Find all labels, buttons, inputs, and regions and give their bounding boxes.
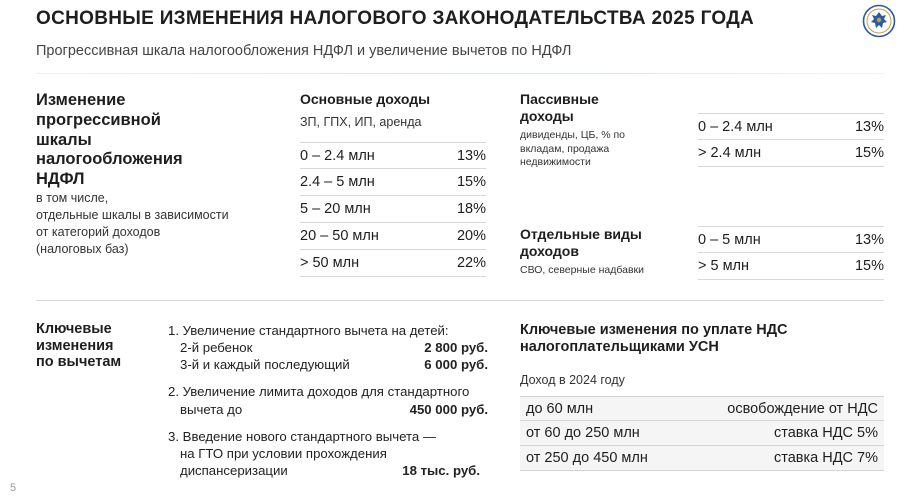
table-row: от 250 до 450 млн ставка НДС 7% — [520, 446, 884, 471]
main-income-table — [300, 142, 486, 277]
fns-emblem-icon — [862, 4, 896, 38]
list-item: вычета до 450 000 руб. — [180, 401, 488, 417]
table-row: 5 – 20 млн 18% — [300, 196, 486, 223]
list-item: 3-й и каждый последующий 6 000 руб. — [180, 357, 488, 373]
table-row: 0 – 2.4 млн 13% — [300, 142, 486, 169]
list-item: 2-й ребенок 2 800 руб. — [180, 340, 488, 356]
progressive-scale-heading: Изменение прогрессивной шкалы налогообложения НДФЛ — [36, 91, 183, 189]
passive-income-note: дивиденды, ЦБ, % по вкладам, продажа недвижимости — [520, 129, 625, 169]
table-row: 20 – 50 млн 20% — [300, 223, 486, 250]
table-row: от 60 до 250 млн ставка НДС 5% — [520, 421, 884, 446]
list-item: диспансеризации 18 тыс. руб. — [180, 463, 480, 479]
vat-table — [520, 396, 884, 471]
special-income-table — [698, 226, 884, 280]
page-number: 5 — [10, 482, 17, 494]
progressive-scale-note: в том числе, отдельные шкалы в зависимости от категорий доходов (налоговых баз) — [36, 191, 229, 256]
special-income-note: СВО, северные надбавки — [520, 264, 644, 276]
main-income-heading: Основные доходы — [300, 91, 431, 107]
section-divider — [36, 300, 884, 301]
table-row: > 5 млн 15% — [698, 253, 884, 280]
deductions-heading: Ключевые изменения по вычетам — [36, 321, 122, 371]
table-row: > 50 млн 22% — [300, 250, 486, 277]
passive-income-heading: Пассивные доходы — [520, 91, 599, 124]
vat-caption: Доход в 2024 году — [520, 373, 625, 387]
vat-heading: Ключевые изменения по уплате НДС налогоплательщиками УСН — [520, 322, 788, 356]
table-row: > 2.4 млн 15% — [698, 140, 884, 167]
main-income-subheading: ЗП, ГПХ, ИП, аренда — [300, 115, 422, 129]
table-row: до 60 млн освобождение от НДС — [520, 396, 884, 421]
table-row: 0 – 5 млн 13% — [698, 226, 884, 253]
page-title: ОСНОВНЫЕ ИЗМЕНЕНИЯ НАЛОГОВОГО ЗАКОНОДАТЕЛЬСТВА 2025 ГОДА — [36, 8, 755, 29]
table-row: 2.4 – 5 млн 15% — [300, 169, 486, 196]
header-divider — [36, 73, 884, 74]
passive-income-table — [698, 113, 884, 167]
special-income-heading: Отдельные виды доходов — [520, 226, 642, 259]
page-subtitle: Прогрессивная шкала налогообложения НДФЛ и увеличение вычетов по НДФЛ — [36, 43, 572, 59]
table-row: 0 – 2.4 млн 13% — [698, 113, 884, 140]
deductions-list: 1. Увеличение стандартного вычета на детей: 2-й ребенок 2 800 руб. 3-й и каждый последующий 6 000 руб. 2. Увеличение лимита доходов для стандартного вычета до 450 000 руб. 3. Введение нового стандартного вычета — на ГТО при условии прохождения диспансеризации 18 тыс. руб. — [168, 323, 488, 479]
